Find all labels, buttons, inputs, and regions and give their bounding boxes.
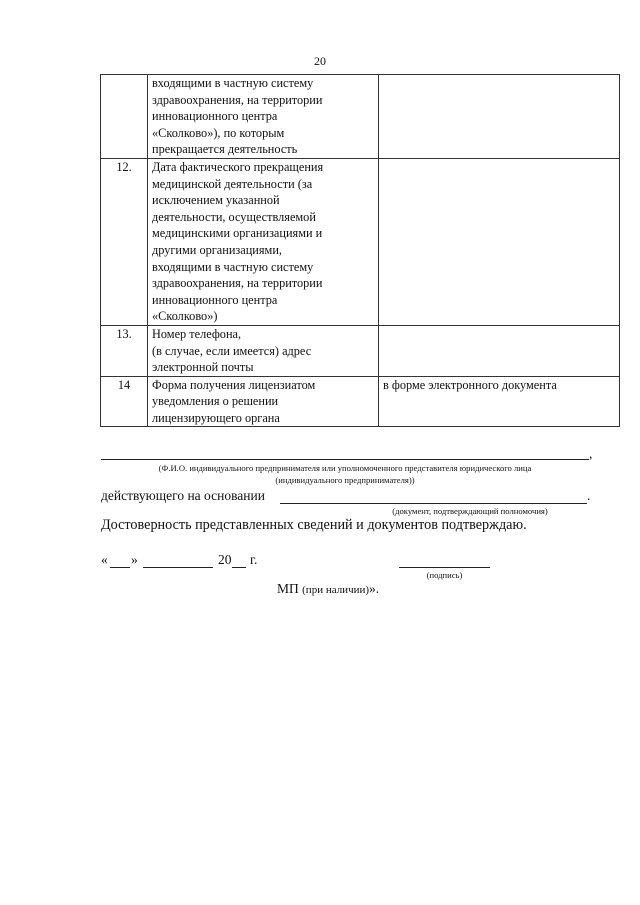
- date-close-quote: »: [131, 552, 138, 567]
- stamp-mp: МП: [277, 581, 299, 596]
- table-row: [101, 325, 620, 376]
- field-name-line: «Сколково»): [152, 309, 218, 324]
- field-value-cell: [379, 325, 620, 376]
- table-row: [101, 158, 620, 325]
- row-number: [101, 75, 148, 159]
- field-name-line: прекращается деятельность: [152, 142, 298, 157]
- date-open-quote: «: [101, 552, 108, 567]
- field-name-line: здравоохранения, на территории: [152, 276, 323, 291]
- table-row: [101, 376, 620, 427]
- fio-note-line2: (индивидуального предпринимателя)): [275, 475, 415, 485]
- field-value-cell: в форме электронного документа: [379, 376, 620, 427]
- row-number: 14: [101, 376, 148, 427]
- signature-note: (подпись): [426, 570, 463, 580]
- page-number: 20: [314, 54, 326, 68]
- basis-note: (документ, подтверждающий полномочия): [392, 506, 548, 516]
- field-name-line: лицензирующего органа: [152, 410, 280, 425]
- confirmation-text: Достоверность представленных сведений и документов подтверждаю.: [101, 517, 527, 533]
- row-number: 13.: [101, 325, 148, 376]
- date-month-line: [143, 567, 213, 568]
- field-value-cell: [379, 75, 620, 159]
- stamp-note: (при наличии): [302, 584, 370, 596]
- field-name-line: входящими в частную систему: [152, 259, 314, 274]
- stamp-end: ».: [369, 581, 380, 596]
- field-value-cell: [379, 158, 620, 325]
- field-name-line: Дата фактического прекращения: [152, 159, 324, 174]
- stamp-line: [277, 581, 379, 597]
- fio-note-line1: (Ф.И.О. индивидуального предпринимателя или уполномоченного представителя юридического лица: [158, 463, 532, 473]
- fio-line: [101, 459, 589, 460]
- field-name-cell: [148, 376, 379, 427]
- basis-period: .: [587, 488, 591, 503]
- field-name-line: медицинскими организациями и: [152, 226, 323, 241]
- field-name-line: «Сколково»), по которым: [152, 125, 285, 140]
- field-name-line: медицинской деятельности (за: [152, 176, 313, 191]
- field-name-line: другими организациями,: [152, 242, 282, 257]
- field-name-line: Номер телефона,: [152, 326, 242, 341]
- field-name-line: инновационного центра: [152, 109, 278, 124]
- field-name-line: Форма получения лицензиатом: [152, 377, 316, 392]
- field-name-cell: [148, 75, 379, 159]
- date-year-suffix: г.: [250, 552, 258, 567]
- field-name-line: здравоохранения, на территории: [152, 92, 323, 107]
- field-name-line: инновационного центра: [152, 292, 278, 307]
- basis-line: [280, 503, 587, 504]
- field-name-line: уведомления о решении: [152, 394, 279, 409]
- field-name-line: входящими в частную систему: [152, 76, 314, 90]
- form-table-body: [101, 75, 620, 427]
- field-name-line: (в случае, если имеется) адрес: [152, 343, 312, 358]
- field-name-line: электронной почты: [152, 360, 254, 375]
- basis-label: действующего на основании: [101, 488, 265, 503]
- fio-comma: ,: [589, 446, 593, 461]
- date-day-line: [110, 567, 130, 568]
- field-name-cell: [148, 158, 379, 325]
- date-year-prefix: 20: [218, 552, 232, 567]
- row-number: 12.: [101, 158, 148, 325]
- field-name-cell: [148, 325, 379, 376]
- date-year-line: [232, 567, 246, 568]
- table-row: [101, 75, 620, 159]
- field-name-line: исключением указанной: [152, 193, 280, 208]
- form-table: [100, 74, 620, 427]
- signature-line: [399, 567, 490, 568]
- field-name-line: деятельности, осуществляемой: [152, 209, 316, 224]
